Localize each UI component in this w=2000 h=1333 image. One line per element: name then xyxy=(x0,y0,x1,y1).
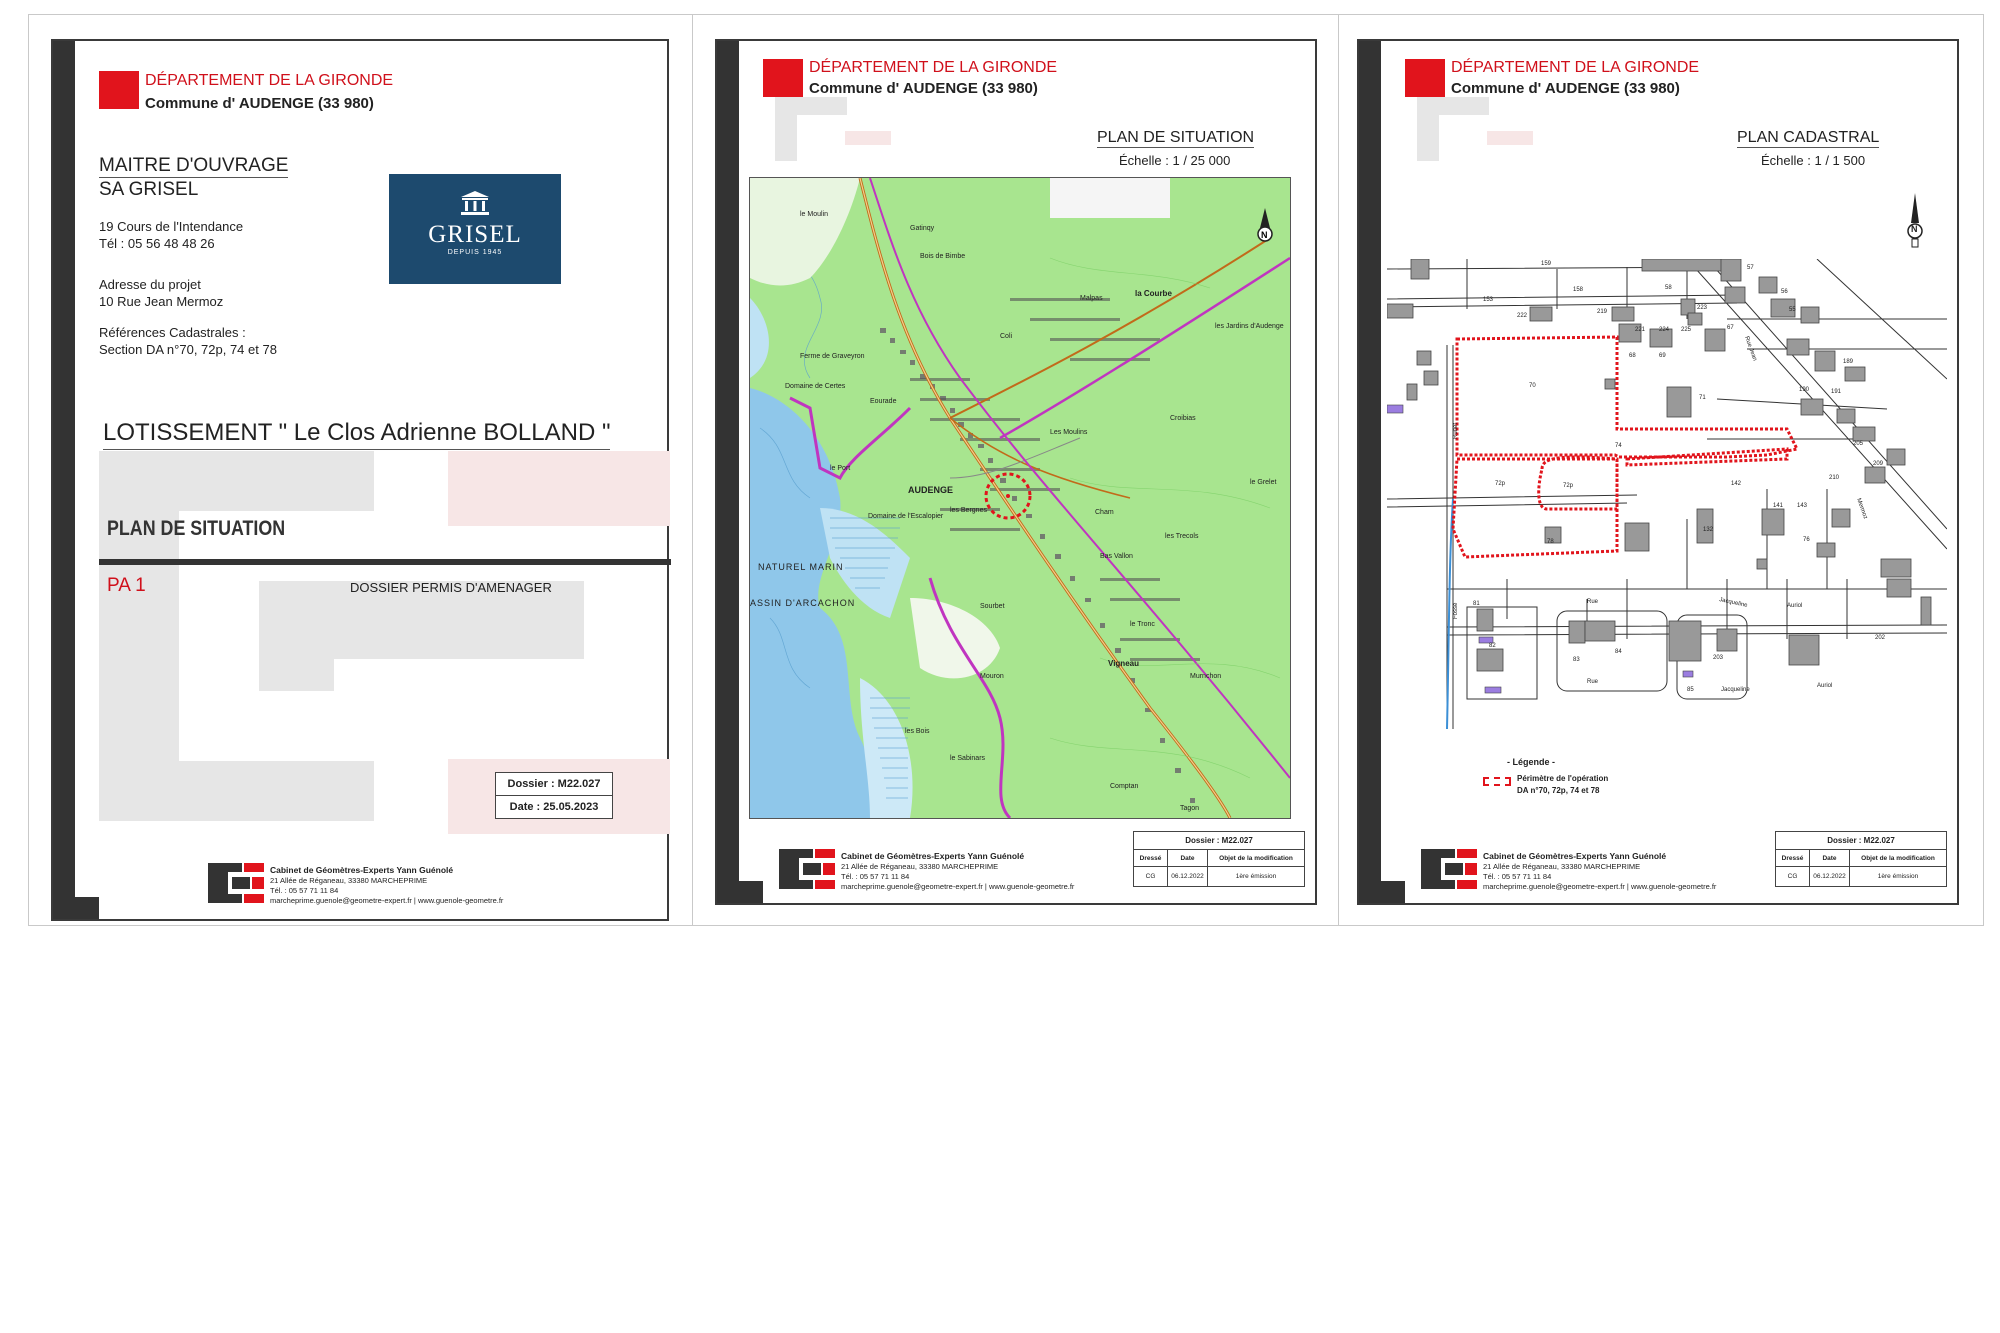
title-block-cell: 06.12.2022 xyxy=(1168,867,1208,886)
street-label: Jacqueline xyxy=(1721,687,1750,693)
parcel-number: 219 xyxy=(1597,309,1608,315)
firm-phone: Tél. : 05 57 71 11 84 xyxy=(1483,872,1552,881)
map-label: Malpas xyxy=(1080,295,1103,302)
street-label: Auriol xyxy=(1817,683,1833,689)
department-title: DÉPARTEMENT DE LA GIRONDE xyxy=(145,72,394,89)
firm-web: marcheprime.guenole@geometre-expert.fr | www.guenole-geometre.fr xyxy=(841,882,1075,891)
title-block-header: Objet de la modification xyxy=(1208,850,1304,867)
map-label: Les Moulins xyxy=(1050,429,1088,436)
commune-title: Commune d' AUDENGE (33 980) xyxy=(809,80,1038,97)
firm-name: Cabinet de Géomètres-Experts Yann Guénolé xyxy=(1483,851,1667,861)
red-square-logo xyxy=(763,59,803,97)
parcel-number: 159 xyxy=(1541,261,1552,267)
map-label: le Port xyxy=(830,465,851,472)
parcel-number: 143 xyxy=(1797,503,1808,509)
client-phone: Tél : 05 56 48 48 26 xyxy=(99,236,215,251)
parcel-number: 55 xyxy=(1789,307,1796,313)
red-square-logo xyxy=(99,71,139,109)
parcel-number: 190 xyxy=(1799,387,1810,393)
commune-title: Commune d' AUDENGE (33 980) xyxy=(145,95,374,112)
parcel-number: 142 xyxy=(1731,481,1742,487)
firm-phone: Tél. : 05 57 71 11 84 xyxy=(841,872,910,881)
parcel-number: 69 xyxy=(1659,353,1666,359)
grisel-logo-sub: DEPUIS 1945 xyxy=(447,249,503,256)
street-label: Rue xyxy=(1587,599,1599,605)
situation-map xyxy=(749,177,1291,819)
parcel-number: 74 xyxy=(1615,443,1622,449)
firm-logo xyxy=(779,849,835,889)
title-block-header: Dressé xyxy=(1776,850,1810,867)
pa-number: PA 1 xyxy=(107,575,146,596)
title-block-cell: CG xyxy=(1134,867,1168,886)
sheet-page-2 xyxy=(692,14,1339,926)
title-block xyxy=(1775,831,1947,887)
map-label: Mouron xyxy=(980,673,1004,680)
commune-title: Commune d' AUDENGE (33 980) xyxy=(1451,80,1680,97)
parcel-number: 209 xyxy=(1873,461,1884,467)
parcel-number: 56 xyxy=(1781,289,1788,295)
street-label: Rue xyxy=(1587,679,1599,685)
title-block-dossier: Dossier : M22.027 xyxy=(1134,832,1304,850)
parcel-number: 68 xyxy=(1629,353,1636,359)
firm-info xyxy=(1483,851,1716,892)
client-address-line-1: 19 Cours de l'Intendance xyxy=(99,219,244,234)
project-address: 10 Rue Jean Mermoz xyxy=(99,294,224,309)
watermark-shape xyxy=(99,761,374,821)
frame-foot xyxy=(717,881,763,903)
firm-web: marcheprime.guenole@geometre-expert.fr | www.guenole-geometre.fr xyxy=(270,896,504,905)
plan-title: PLAN DE SITUATION xyxy=(107,517,286,540)
parcel-number: 72p xyxy=(1563,483,1574,489)
maitre-name: SA GRISEL xyxy=(99,179,199,200)
parcel-number: 153 xyxy=(1483,297,1494,303)
title-rule xyxy=(99,559,671,565)
parcel-number: 223 xyxy=(1697,305,1708,311)
firm-address: 21 Allée de Réganeau, 33380 MARCHEPRIME xyxy=(841,862,999,871)
map-label: Ferme de Graveyron xyxy=(800,353,865,360)
watermark-shape xyxy=(775,97,797,161)
parcel-number: 57 xyxy=(1747,265,1754,271)
parcel-number: 81 xyxy=(1473,601,1480,607)
map-label: le Moulin xyxy=(800,211,829,218)
parcel-number: 210 xyxy=(1829,475,1840,481)
firm-name: Cabinet de Géomètres-Experts Yann Guénolé xyxy=(841,851,1025,861)
parcel-number: 224 xyxy=(1659,327,1670,333)
parcel-number: 67 xyxy=(1727,325,1734,331)
grisel-logo-name: GRISEL xyxy=(428,221,522,248)
plan-scale: Échelle : 1 / 1 500 xyxy=(1761,153,1866,168)
parcel-number: 84 xyxy=(1615,649,1622,655)
frame-foot xyxy=(53,897,99,919)
street-label: Auriol xyxy=(1787,603,1803,609)
dossier-type: DOSSIER PERMIS D'AMENAGER xyxy=(350,580,552,595)
parcel-number: 78 xyxy=(1547,539,1554,545)
map-label: Coli xyxy=(1000,333,1013,340)
parcel-number: 83 xyxy=(1573,657,1580,663)
firm-logo xyxy=(1421,849,1477,889)
title-block-header: Date xyxy=(1810,850,1850,867)
red-square-logo xyxy=(1405,59,1445,97)
map-label: la Courbe xyxy=(1135,289,1172,298)
map-label: Gatinqy xyxy=(910,225,935,232)
parcel-number: 221 xyxy=(1635,327,1646,333)
street-label: Jacqueline xyxy=(1718,597,1748,609)
parcel-number: 202 xyxy=(1875,635,1886,641)
street-label: Mermoz xyxy=(1855,497,1869,521)
title-block-header: Dressé xyxy=(1134,850,1168,867)
firm-address: 21 Allée de Réganeau, 33380 MARCHEPRIME xyxy=(1483,862,1641,871)
page-1-frame xyxy=(51,39,669,921)
parcel-number: 205 xyxy=(1853,441,1864,447)
parcel-number: 72p xyxy=(1495,481,1506,487)
map-label: les Bergnes xyxy=(950,507,987,514)
title-block-cell: 1ère émission xyxy=(1877,873,1919,880)
parcel-number: 58 xyxy=(1665,285,1672,291)
frame-spine xyxy=(53,41,75,919)
cadastral-refs: Section DA n°70, 72p, 74 et 78 xyxy=(99,342,277,357)
parcel-number: 85 xyxy=(1687,687,1694,693)
parcel-number: 158 xyxy=(1573,287,1584,293)
legend-swatch xyxy=(1483,777,1511,786)
firm-name: Cabinet de Géomètres-Experts Yann Guénolé xyxy=(270,865,454,875)
department-title: DÉPARTEMENT DE LA GIRONDE xyxy=(1451,59,1700,76)
map-label: Bois de Bimbe xyxy=(920,253,966,260)
plan-title: PLAN CADASTRAL xyxy=(1737,129,1880,146)
department-title: DÉPARTEMENT DE LA GIRONDE xyxy=(809,59,1058,76)
map-label: Sourbet xyxy=(980,603,1005,610)
north-label: N xyxy=(1261,230,1268,240)
firm-phone: Tél. : 05 57 71 11 84 xyxy=(270,886,339,895)
map-label: Vigneau xyxy=(1108,659,1139,668)
street-label: Rudet xyxy=(1453,422,1459,439)
parcel-number: 222 xyxy=(1517,313,1528,319)
street-label: Fossé xyxy=(1453,602,1459,619)
columns-icon xyxy=(460,190,490,216)
map-label: les Jardins d'Audenge xyxy=(1215,323,1284,330)
parcel-number: 70 xyxy=(1529,383,1536,389)
cadastral-refs-label: Références Cadastrales : xyxy=(99,325,246,340)
title-block xyxy=(1133,831,1305,887)
project-title: LOTISSEMENT " Le Clos Adrienne BOLLAND " xyxy=(103,419,610,450)
project-address-label: Adresse du projet xyxy=(99,277,201,292)
map-label: Murnchon xyxy=(1190,673,1222,680)
map-label: AUDENGE xyxy=(908,485,954,495)
map-label: Tagon xyxy=(1180,805,1200,812)
parcel-number: 225 xyxy=(1681,327,1692,333)
maitre-label: MAITRE D'OUVRAGE xyxy=(99,155,289,176)
firm-info xyxy=(270,865,503,906)
parcel-number: 141 xyxy=(1773,503,1784,509)
street-label: Rue Jean xyxy=(1743,335,1758,362)
firm-web: marcheprime.guenole@geometre-expert.fr | www.guenole-geometre.fr xyxy=(1483,882,1717,891)
dossier-number-box: Dossier : M22.027 xyxy=(495,772,613,796)
watermark-shape xyxy=(259,581,334,691)
cadastral-plan xyxy=(1387,259,1947,729)
legend-subtext: DA n°70, 72p, 74 et 78 xyxy=(1517,786,1600,795)
firm-logo xyxy=(208,863,264,903)
map-label: NATUREL MARIN xyxy=(758,562,844,572)
frame-spine xyxy=(1359,41,1381,903)
title-block-cell: 1ère émission xyxy=(1235,873,1277,880)
map-label: Comptan xyxy=(1110,783,1139,790)
map-label: Eourade xyxy=(870,398,897,405)
map-label: Domaine de Certes xyxy=(785,383,846,390)
parcel-number: 189 xyxy=(1843,359,1854,365)
title-block-cell: 06.12.2022 xyxy=(1810,867,1850,886)
plan-title: PLAN DE SITUATION xyxy=(1097,129,1255,146)
north-label: N xyxy=(1911,224,1918,234)
map-label: Croibias xyxy=(1170,415,1196,422)
map-label: le Tronc xyxy=(1130,621,1155,628)
page-2-frame xyxy=(715,39,1317,905)
watermark-shape xyxy=(1487,131,1533,145)
map-label: le Sabinars xyxy=(950,755,986,762)
north-arrow-icon xyxy=(1905,193,1925,249)
map-label: Bas Vallon xyxy=(1100,553,1133,560)
title-block-cell: CG xyxy=(1776,867,1810,886)
sheet-page-3 xyxy=(1338,14,1984,926)
parcel-number: 71 xyxy=(1699,395,1706,401)
firm-address: 21 Allée de Réganeau, 33380 MARCHEPRIME xyxy=(270,876,428,885)
parcel-number: 191 xyxy=(1831,389,1842,395)
map-label: le Grelet xyxy=(1250,479,1277,486)
sheet-page-1 xyxy=(28,14,693,926)
title-block-header: Date xyxy=(1168,850,1208,867)
frame-foot xyxy=(1359,881,1405,903)
map-label: les Bois xyxy=(905,728,930,735)
map-label: les Trecols xyxy=(1165,533,1199,540)
map-label: Cham xyxy=(1095,509,1114,516)
map-label: Domaine de l'Escalopier xyxy=(868,513,944,520)
watermark-shape xyxy=(1417,97,1439,161)
date-box: Date : 25.05.2023 xyxy=(495,795,613,819)
page-3-frame xyxy=(1357,39,1959,905)
watermark-shape xyxy=(448,451,670,526)
title-block-header: Objet de la modification xyxy=(1850,850,1946,867)
map-label: ASSIN D'ARCACHON xyxy=(750,598,856,608)
parcel-number: 76 xyxy=(1803,537,1810,543)
frame-spine xyxy=(717,41,739,903)
legend-title: - Légende - xyxy=(1507,757,1556,767)
watermark-shape xyxy=(845,131,891,145)
title-block-dossier: Dossier : M22.027 xyxy=(1776,832,1946,850)
parcel-number: 132 xyxy=(1703,527,1714,533)
grisel-logo xyxy=(389,174,561,284)
legend-text: Périmètre de l'opération xyxy=(1517,774,1609,783)
parcel-number: 82 xyxy=(1489,643,1496,649)
firm-info xyxy=(841,851,1074,892)
plan-scale: Échelle : 1 / 25 000 xyxy=(1119,153,1231,168)
parcel-number: 203 xyxy=(1713,655,1724,661)
